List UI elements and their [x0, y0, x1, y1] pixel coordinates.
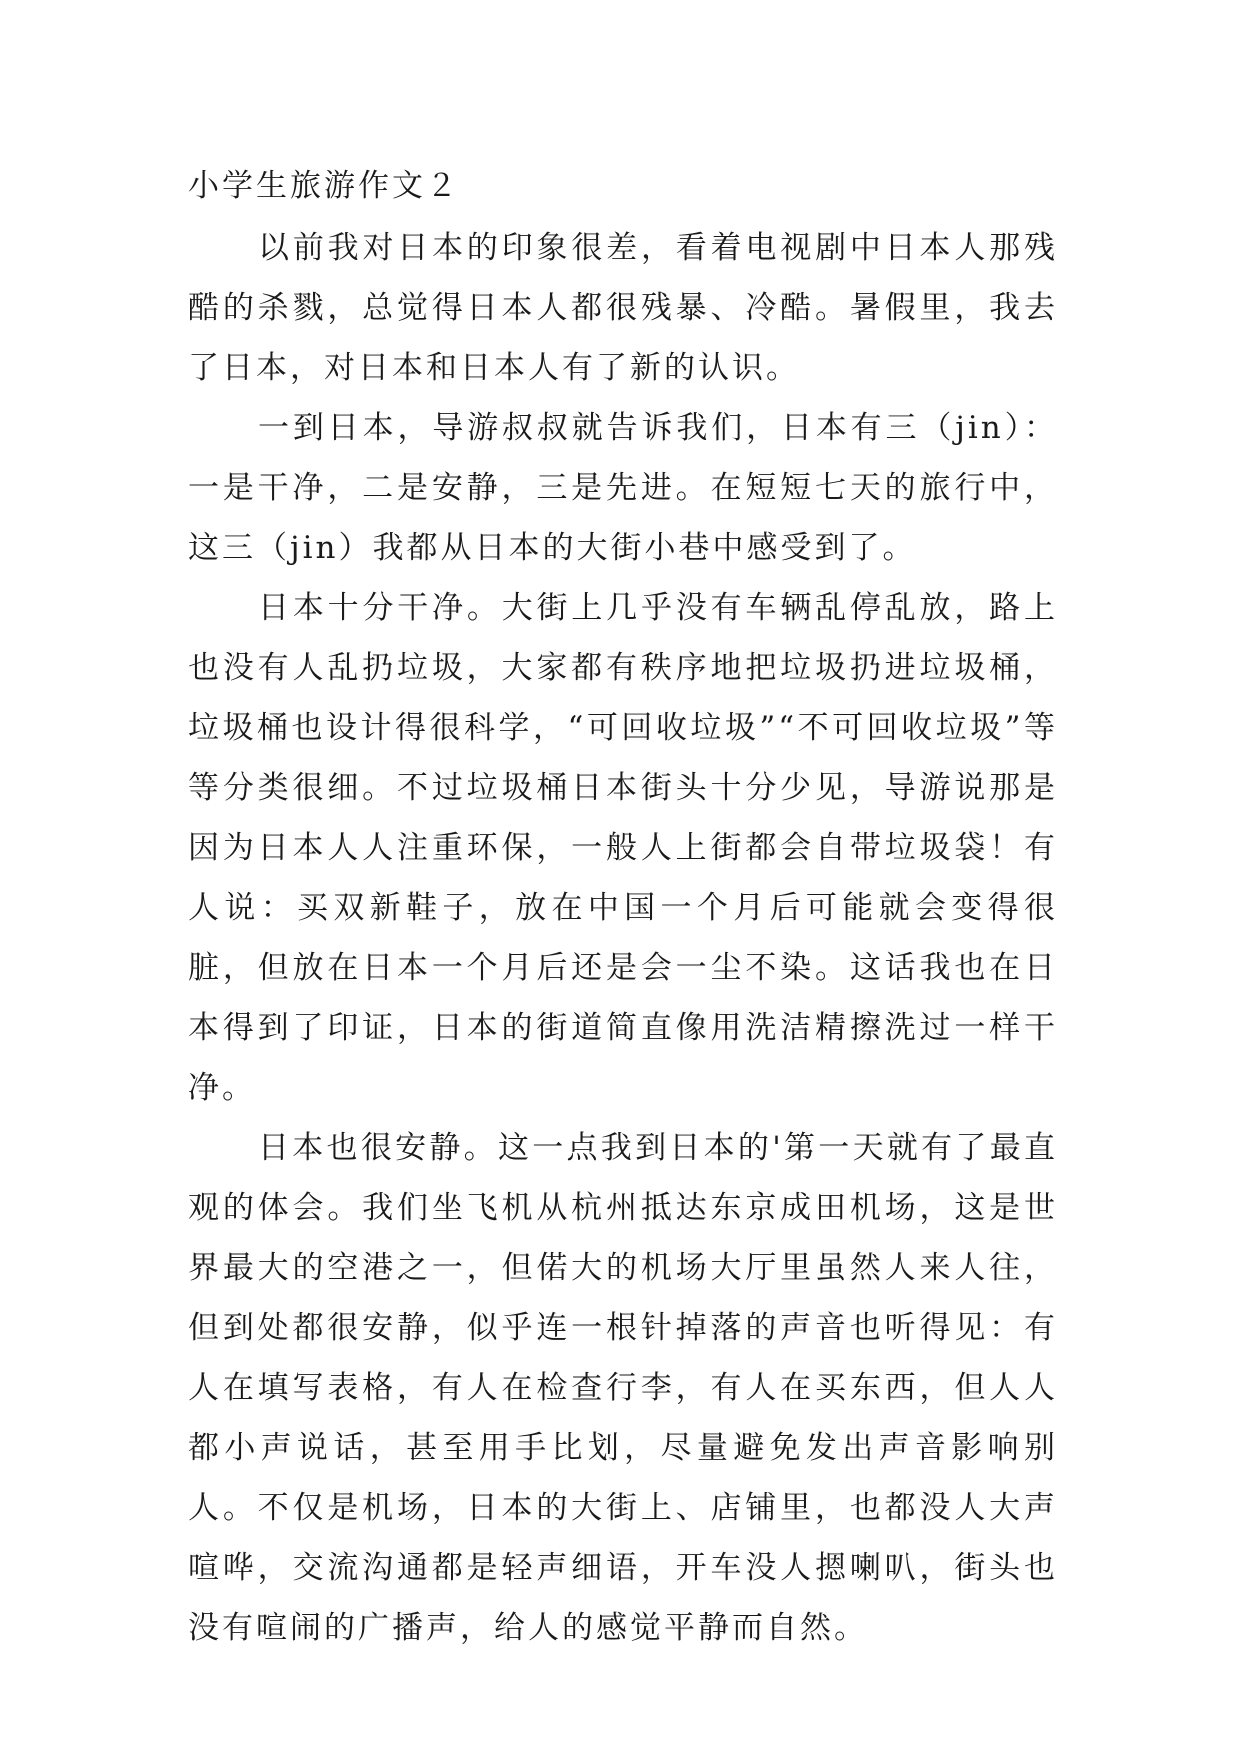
paragraph-3: 日本十分干净。大街上几乎没有车辆乱停乱放，路上也没有人乱扔垃圾，大家都有秩序地把垃圾扔进垃圾桶，垃圾桶也设计得很科学，“可回收垃圾”“不可回收垃圾”等等分类很细。不过垃圾桶日本街头十分少见，导游说那是因为日本人人注重环保，一般人上街都会自带垃圾袋！有人说：买双新鞋子，放在中国一个月后可能就会变得很脏，但放在日本一个月后还是会一尘不染。这话我也在日本得到了印证，日本的街道简直像用洗洁精擦洗过一样干净。 — [188, 590, 1058, 1106]
paragraph-1: 以前我对日本的印象很差，看着电视剧中日本人那残酷的杀戮，总觉得日本人都很残暴、冷酷。暑假里，我去了日本，对日本和日本人有了新的认识。 — [188, 230, 1058, 386]
paragraph-2: 一到日本，导游叔叔就告诉我们，日本有三（jin）：一是干净，二是安静，三是先进。在短短七天的旅行中，这三（jin）我都从日本的大街小巷中感受到了。 — [188, 410, 1058, 566]
document-body — [188, 158, 1058, 1658]
paragraph-4: 日本也很安静。这一点我到日本的'第一天就有了最直观的体会。我们坐飞机从杭州抵达东京成田机场，这是世界最大的空港之一，但偌大的机场大厅里虽然人来人往，但到处都很安静，似乎连一根针掉落的声音也听得见：有人在填写表格，有人在检查行李，有人在买东西，但人人都小声说话，甚至用手比划，尽量避免发出声音影响别人。不仅是机场，日本的大街上、店铺里，也都没人大声喧哗，交流沟通都是轻声细语，开车没人摁喇叭，街头也没有喧闹的广播声，给人的感觉平静而自然。 — [188, 1130, 1058, 1646]
document-title: 小学生旅游作文２ — [188, 168, 460, 204]
